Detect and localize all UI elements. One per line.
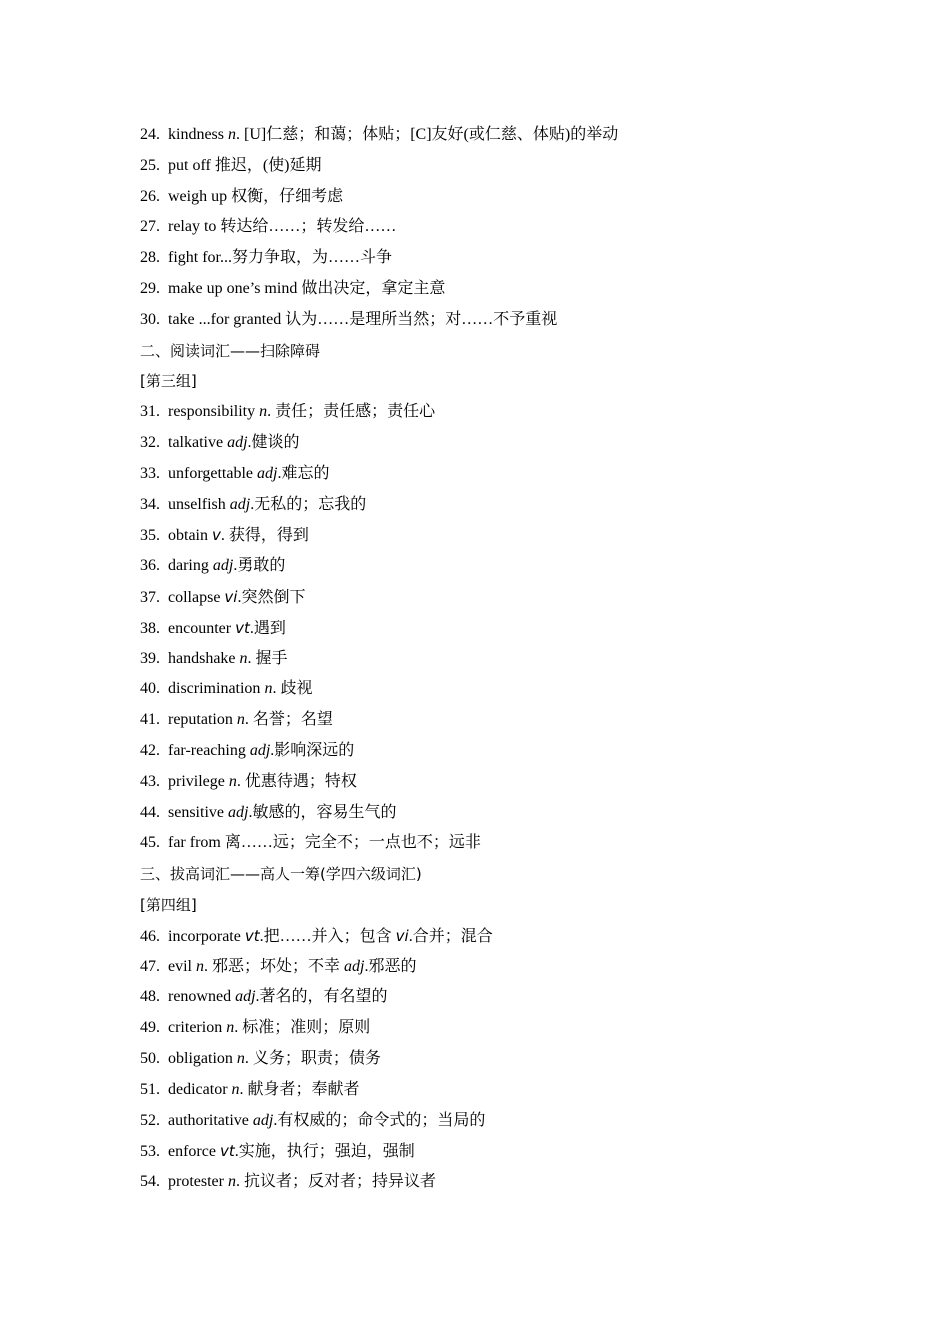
group-label-4: [第四组] (140, 895, 197, 914)
vocab-list-group-3 (140, 397, 840, 859)
vocab-entry (140, 828, 840, 859)
vocab-entry (140, 1167, 840, 1198)
entry-word: evil (168, 957, 196, 975)
entry-meaning: . 名誉；名望 (244, 711, 333, 729)
entry-pos: adj (257, 464, 278, 482)
vocab-entry (140, 397, 840, 428)
entry-pos: n (196, 957, 204, 975)
entry-meaning: . 责任；责任感；责任心 (267, 403, 436, 421)
entry-word: obligation (168, 1049, 237, 1067)
section-heading-advanced: 三、拔高词汇——高人一筹(学四六级词汇) (140, 865, 422, 884)
vocab-entry (140, 212, 840, 243)
entry-pos: n (259, 403, 268, 421)
entry-meaning: 离……远；完全不；一点也不；远非 (224, 834, 481, 852)
entry-meaning: . 献身者；奉献者 (239, 1080, 360, 1098)
entry-word: unselfish (168, 495, 230, 513)
entry-number: 25. (140, 156, 160, 174)
vocab-entry (140, 798, 840, 829)
entry-pos: n (236, 1049, 245, 1067)
entry-meaning: .实施，执行；强迫，强制 (234, 1143, 415, 1161)
vocab-entry (140, 767, 840, 798)
vocab-entry (140, 428, 840, 459)
entry-meaning: 权衡，仔细考虑 (231, 187, 344, 205)
entry-number: 36. (140, 557, 160, 575)
entry-number: 43. (140, 772, 160, 790)
vocab-entry (140, 952, 840, 983)
entry-pos: adj (249, 741, 271, 759)
entry-number: 48. (140, 988, 160, 1006)
entry-meaning: .遇到 (249, 619, 286, 637)
entry-meaning: 转达给……；转发给…… (220, 218, 397, 236)
entry-word: kindness (168, 126, 228, 143)
entry-word: daring (168, 557, 213, 575)
entry-word: reputation (168, 711, 237, 729)
entry-word: privilege (168, 772, 229, 790)
entry-pos: adj (235, 988, 256, 1006)
entry-pos: adj (228, 803, 249, 821)
entry-pos: vt (244, 926, 260, 945)
entry-number: 33. (140, 464, 160, 482)
entry-meaning: 推迟，(使)延期 (214, 156, 322, 174)
entry-word: take ...for granted (168, 310, 286, 328)
entry-number: 27. (140, 218, 160, 236)
vocab-entry (140, 982, 840, 1013)
entry-pos: n (227, 1173, 236, 1191)
entry-pos: n (239, 649, 248, 667)
vocab-entry (140, 551, 840, 582)
entry-number: 44. (140, 803, 160, 821)
entry-meaning-2: .邪恶的 (364, 957, 417, 975)
entry-meaning: . 优惠待遇；特权 (236, 772, 357, 790)
entry-pos: adj (252, 1111, 274, 1129)
entry-meaning-2: .合并；混合 (408, 927, 493, 945)
entry-pos: n (264, 680, 273, 698)
vocab-entry (140, 1136, 840, 1167)
vocab-entry (140, 1044, 840, 1075)
entry-pos: n (236, 711, 245, 729)
vocab-entry (140, 120, 840, 151)
entry-number: 52. (140, 1111, 160, 1129)
entry-number: 26. (140, 187, 160, 205)
entry-word: sensitive (168, 803, 228, 821)
vocab-entry (140, 151, 840, 182)
entry-word: responsibility (168, 403, 260, 421)
entry-word: handshake (168, 649, 240, 667)
entry-word: weigh up (168, 187, 232, 205)
entry-word: fight for... (168, 249, 232, 267)
entry-meaning: 努力争取，为……斗争 (232, 249, 393, 267)
entry-meaning: . 邪恶；坏处；不幸 (204, 957, 345, 975)
entry-meaning: .影响深远的 (270, 741, 355, 759)
vocab-list-group-2 (140, 120, 840, 336)
entry-meaning: .健谈的 (247, 433, 300, 451)
vocab-entry (140, 1013, 840, 1044)
entry-number: 30. (140, 310, 160, 328)
entry-number: 37. (140, 588, 160, 606)
entry-number: 34. (140, 495, 160, 513)
entry-word: obtain (168, 527, 212, 545)
entry-pos: n (228, 126, 236, 143)
entry-meaning: .敏感的，容易生气的 (248, 803, 397, 821)
entry-word: renowned (168, 988, 236, 1006)
entry-meaning: .勇敢的 (233, 557, 286, 575)
entry-number: 53. (140, 1143, 160, 1161)
vocab-entry (140, 921, 840, 952)
vocabulary-page (140, 120, 840, 1198)
entry-pos: n (231, 1080, 240, 1098)
entry-meaning: .无私的；忘我的 (250, 495, 367, 513)
entry-number: 24. (140, 126, 160, 143)
entry-word: incorporate (168, 927, 245, 945)
entry-pos: adj (212, 557, 234, 575)
vocab-entry (140, 582, 840, 613)
entry-number: 28. (140, 249, 160, 267)
entry-number: 31. (140, 403, 160, 421)
entry-pos: vt (235, 618, 250, 637)
entry-pos: adj (229, 495, 251, 513)
entry-number: 54. (140, 1173, 160, 1191)
entry-word: enforce (168, 1143, 220, 1161)
entry-number: 35. (140, 527, 160, 545)
vocab-entry (140, 459, 840, 490)
vocab-list-group-4 (140, 921, 840, 1198)
entry-word: make up one’s mind (168, 279, 302, 297)
entry-meaning: . 标准；准则；原则 (234, 1019, 371, 1037)
entry-meaning: 认为……是理所当然；对……不予重视 (285, 310, 558, 328)
entry-meaning: . 抗议者；反对者；持异议者 (235, 1173, 436, 1191)
entry-number: 45. (140, 834, 160, 852)
entry-number: 50. (140, 1049, 160, 1067)
entry-meaning: . 获得，得到 (220, 527, 309, 545)
vocab-entry (140, 644, 840, 675)
entry-pos: adj (227, 433, 248, 451)
entry-pos-2: vi (395, 926, 409, 945)
entry-meaning: 做出决定，拿定主意 (301, 279, 446, 297)
vocab-entry (140, 1106, 840, 1137)
entry-number: 40. (140, 680, 160, 698)
entry-word: discrimination (168, 680, 265, 698)
entry-number: 41. (140, 711, 160, 729)
entry-number: 38. (140, 619, 160, 637)
entry-number: 46. (140, 927, 160, 945)
entry-word: talkative (168, 433, 228, 451)
entry-number: 42. (140, 741, 160, 759)
entry-word: collapse (168, 588, 225, 606)
entry-meaning: .突然倒下 (237, 588, 306, 606)
vocab-entry (140, 274, 840, 305)
vocab-entry (140, 305, 840, 336)
entry-word: relay to (168, 218, 221, 236)
entry-word: encounter (168, 619, 236, 637)
vocab-entry (140, 705, 840, 736)
section-heading-reading: 二、阅读词汇——扫除障碍 (140, 341, 321, 360)
entry-number: 49. (140, 1019, 160, 1037)
vocab-entry (140, 1075, 840, 1106)
entry-word: put off (168, 156, 215, 174)
vocab-entry (140, 182, 840, 213)
entry-meaning: . 义务；职责；债务 (244, 1049, 381, 1067)
entry-word: far from (168, 834, 225, 852)
entry-pos-2: adj (344, 957, 365, 975)
entry-word: criterion (168, 1019, 227, 1037)
entry-meaning: . [U]仁慈；和蔼；体贴；[C]友好(或仁慈、体贴)的举动 (236, 126, 619, 143)
entry-number: 32. (140, 433, 160, 451)
entry-number: 51. (140, 1080, 160, 1098)
entry-number: 39. (140, 649, 160, 667)
entry-pos: vi (224, 587, 238, 606)
vocab-entry (140, 613, 840, 644)
entry-pos: n (226, 1019, 235, 1037)
entry-word: dedicator (168, 1080, 232, 1098)
entry-meaning: . 歧视 (272, 680, 313, 698)
entry-meaning: .著名的，有名望的 (255, 988, 388, 1006)
entry-word: protester (168, 1173, 228, 1191)
vocab-entry (140, 520, 840, 551)
vocab-entry (140, 490, 840, 521)
group-label-3: [第三组] (140, 372, 197, 391)
entry-meaning: .难忘的 (277, 464, 330, 482)
vocab-entry (140, 736, 840, 767)
entry-meaning: . 握手 (247, 649, 288, 667)
entry-word: unforgettable (168, 464, 258, 482)
entry-pos: v (212, 526, 221, 545)
entry-pos: vt (219, 1142, 235, 1161)
entry-meaning: .有权威的；命令式的；当局的 (273, 1111, 486, 1129)
entry-word: far-reaching (168, 741, 250, 759)
vocab-entry (140, 243, 840, 274)
vocab-entry (140, 674, 840, 705)
entry-number: 29. (140, 279, 160, 297)
entry-number: 47. (140, 957, 160, 975)
entry-pos: n (228, 772, 237, 790)
entry-meaning: .把……并入；包含 (259, 927, 396, 945)
entry-word: authoritative (168, 1111, 253, 1129)
